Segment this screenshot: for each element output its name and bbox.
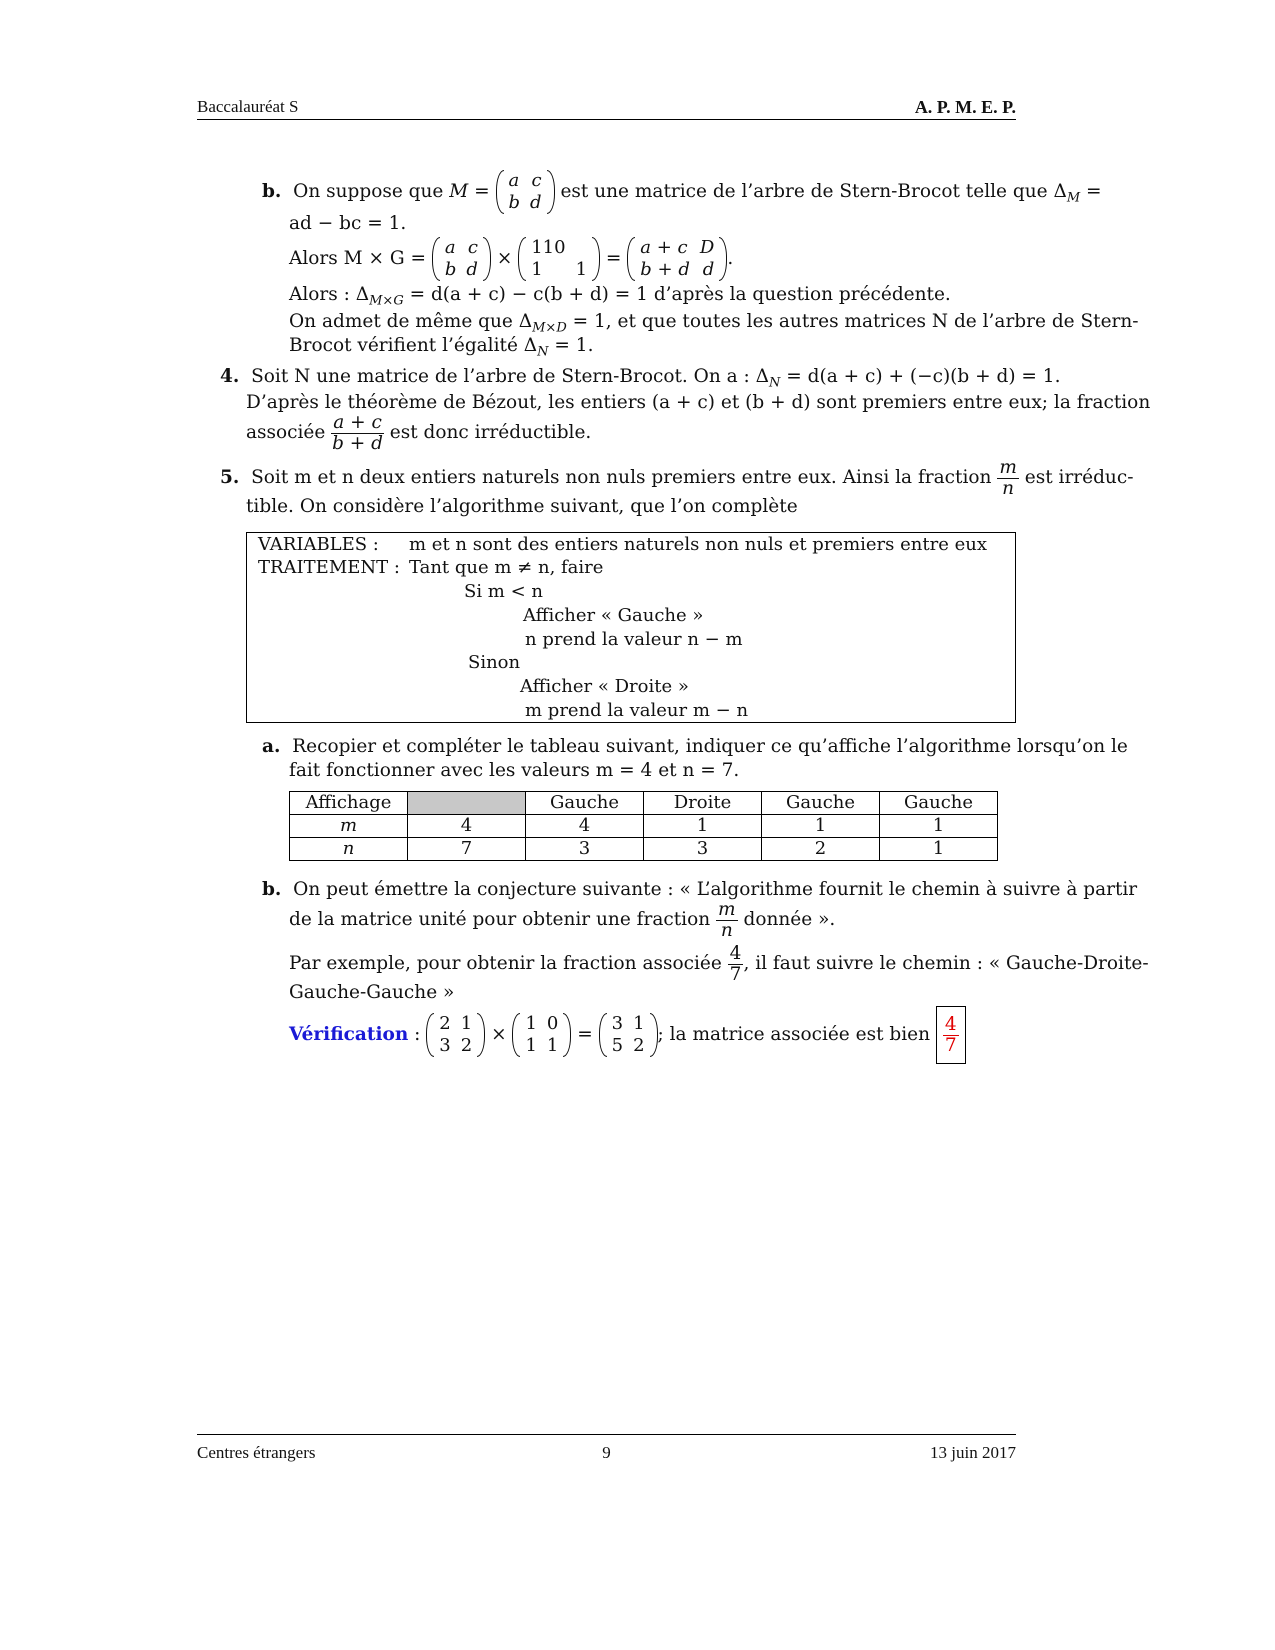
table-row — [290, 815, 998, 838]
verification-label: Vérification — [289, 1024, 409, 1045]
fraction-4-7: $\frac{4}{7}$ — [729, 942, 742, 985]
matrix-3 — [599, 1013, 658, 1057]
matrix-2 — [512, 1013, 571, 1057]
table-cell: 7 — [408, 838, 526, 861]
table-cell: Affichage — [290, 792, 408, 815]
algo-traitement-label: TRAITEMENT : — [258, 557, 400, 578]
q4-line3: associée $\frac{a + c}{b + d}$ est donc irréductible. — [246, 411, 592, 454]
matrix-cell: 3 — [611, 1013, 624, 1034]
footer-date: 13 juin 2017 — [930, 1443, 1016, 1462]
table-row — [290, 838, 998, 861]
algorithm-box — [246, 532, 1016, 723]
matrix-cell: 0 — [546, 1013, 559, 1034]
q3b-line2: ad − bc = 1. — [289, 213, 407, 234]
q5b-line3: Par exemple, pour obtenir la fraction associée $\frac{4}{7}$ , il faut suivre le chemin : « Gauche-Droite- — [289, 942, 1149, 985]
matrix-cell: b + d — [640, 259, 690, 280]
q5b-line2: de la matrice unité pour obtenir une fraction $\frac{m}{n}$ donnée ». — [289, 898, 836, 941]
matrix-cell — [571, 237, 592, 259]
algo-line-droite: Afficher « Droite » — [520, 676, 689, 697]
q3b-line5: On admet de même que $\Delta_{M\times D} = 1$, et que toutes les autres matrices N de l’arbre de Stern- — [289, 311, 1139, 336]
matrix-cell: d — [466, 259, 478, 280]
matrix-cell: c — [531, 170, 542, 191]
matrix-cell: a — [444, 237, 456, 258]
q3b-line3: Alors M × G = a c b d × 110 1 1 = a + c D b + d d . — [289, 237, 734, 280]
matrix-cell: 3 — [439, 1035, 451, 1056]
algo-line-m-update: m prend la valeur m − n — [525, 700, 749, 721]
algo-line-n-update: n prend la valeur n − m — [525, 629, 743, 650]
q5b-line4: Gauche-Gauche » — [289, 982, 455, 1003]
matrix-cell: 5 — [611, 1035, 624, 1056]
matrix-cell: 2 — [439, 1013, 451, 1034]
q5-line2: tible. On considère l’algorithme suivant, que l’on complète — [246, 496, 798, 517]
table-cell: 4 — [408, 815, 526, 838]
matrix-cell: a + c — [640, 237, 688, 258]
fraction-a-c-b-d: $\frac{a + c}{b + d}$ — [332, 411, 384, 454]
q4-line2: D’après le théorème de Bézout, les entiers (a + c) et (b + d) sont premiers entre eux; la fraction — [246, 392, 1151, 413]
matrix-G — [518, 237, 600, 281]
matrix-cell: 2 — [633, 1035, 645, 1056]
algo-variables-label: VARIABLES : — [258, 534, 379, 555]
table-cell: n — [290, 838, 408, 861]
table-cell: 3 — [526, 838, 644, 861]
q5b-line1: b. On peut émettre la conjecture suivante : « L’algorithme fournit le chemin à suivre à partir — [262, 879, 1138, 900]
matrix-abcd — [496, 170, 555, 214]
algo-line-else: Sinon — [468, 652, 521, 673]
header-right: A. P. M. E. P. — [914, 97, 1016, 117]
matrix-cell: d — [702, 259, 715, 280]
table-row — [290, 792, 998, 815]
matrix-result — [627, 237, 727, 281]
algo-line-gauche: Afficher « Gauche » — [523, 605, 704, 626]
q5-line1: 5. Soit m et n deux entiers naturels non nuls premiers entre eux. Ainsi la fraction $\frac{m}{n}$ est irréduc- — [220, 456, 1134, 499]
fraction-m-n: $\frac{m}{n}$ — [999, 456, 1017, 499]
matrix-cell: 110 — [531, 237, 566, 258]
page-header — [197, 97, 1016, 120]
algo-variables-text: m et n sont des entiers naturels non nuls et premiers entre eux — [409, 534, 987, 555]
matrix-cell: 1 — [525, 1013, 537, 1034]
fraction-m-n-2: $\frac{m}{n}$ — [718, 898, 736, 941]
page-footer — [197, 1434, 1016, 1465]
matrix-cell: 1 — [525, 1035, 537, 1056]
matrix-1 — [426, 1013, 485, 1057]
table-cell: Droite — [644, 792, 762, 815]
table-cell: m — [290, 815, 408, 838]
matrix-cell: b — [444, 259, 457, 280]
results-table — [289, 791, 998, 861]
matrix-cell: b — [508, 192, 521, 213]
answer-box — [936, 1006, 966, 1064]
matrix-cell: 1 — [460, 1013, 473, 1034]
q3b-line6: Brocot vérifient l’égalité $\Delta_N = 1$. — [289, 335, 594, 360]
matrix-cell: d — [530, 192, 542, 213]
matrix-cell: 1 — [633, 1013, 645, 1034]
matrix-cell: 2 — [460, 1035, 473, 1056]
q3b-line4: Alors : $\Delta_{M\times G} = d(a + c) - c(b + d) = 1$ d’après la question précédente. — [289, 284, 951, 309]
algo-line-while: Tant que m ≠ n, faire — [409, 557, 604, 578]
q5a-line1: a. Recopier et compléter le tableau suivant, indiquer ce qu’affiche l’algorithme lorsqu’on le — [262, 736, 1128, 757]
table-cell: 3 — [644, 838, 762, 861]
verification-line: Vérification : 2 1 3 2 × 1 0 1 1 = 3 1 5 2 ; la matrice associée est bien $\frac{4}{7}$ — [289, 1006, 966, 1064]
table-cell: Gauche — [762, 792, 880, 815]
page-number: 9 — [602, 1443, 611, 1462]
table-cell: Gauche — [880, 792, 998, 815]
table-cell — [408, 792, 526, 815]
matrix-cell: 1 — [546, 1035, 559, 1056]
table-cell: 2 — [762, 838, 880, 861]
matrix-cell: 1 — [575, 259, 588, 280]
q3b-line1: b. On suppose que M = a c b d est une matrice de l’arbre de Stern-Brocot telle que $\Delta_M$ = — [262, 170, 1102, 213]
matrix-cell: c — [467, 237, 478, 258]
table-cell: 1 — [880, 838, 998, 861]
table-cell: 4 — [526, 815, 644, 838]
answer-fraction: $\frac{4}{7}$ — [944, 1013, 957, 1056]
header-left: Baccalauréat S — [197, 97, 299, 116]
table-cell: 1 — [762, 815, 880, 838]
q5a-line2: fait fonctionner avec les valeurs m = 4 et n = 7. — [289, 760, 740, 781]
matrix-cell: 1 — [531, 259, 543, 280]
table-cell: 1 — [880, 815, 998, 838]
table-cell: 1 — [644, 815, 762, 838]
table-cell: Gauche — [526, 792, 644, 815]
footer-left: Centres étrangers — [197, 1443, 316, 1462]
q4-line1: 4. Soit N une matrice de l’arbre de Stern-Brocot. On a : $\Delta_N = d(a + c) + (-c)(b + d) = 1$. — [220, 366, 1061, 391]
matrix-cell: D — [699, 237, 715, 258]
matrix-abcd-2 — [432, 237, 491, 281]
matrix-cell: a — [508, 170, 520, 191]
algo-line-if: Si m < n — [464, 581, 543, 602]
